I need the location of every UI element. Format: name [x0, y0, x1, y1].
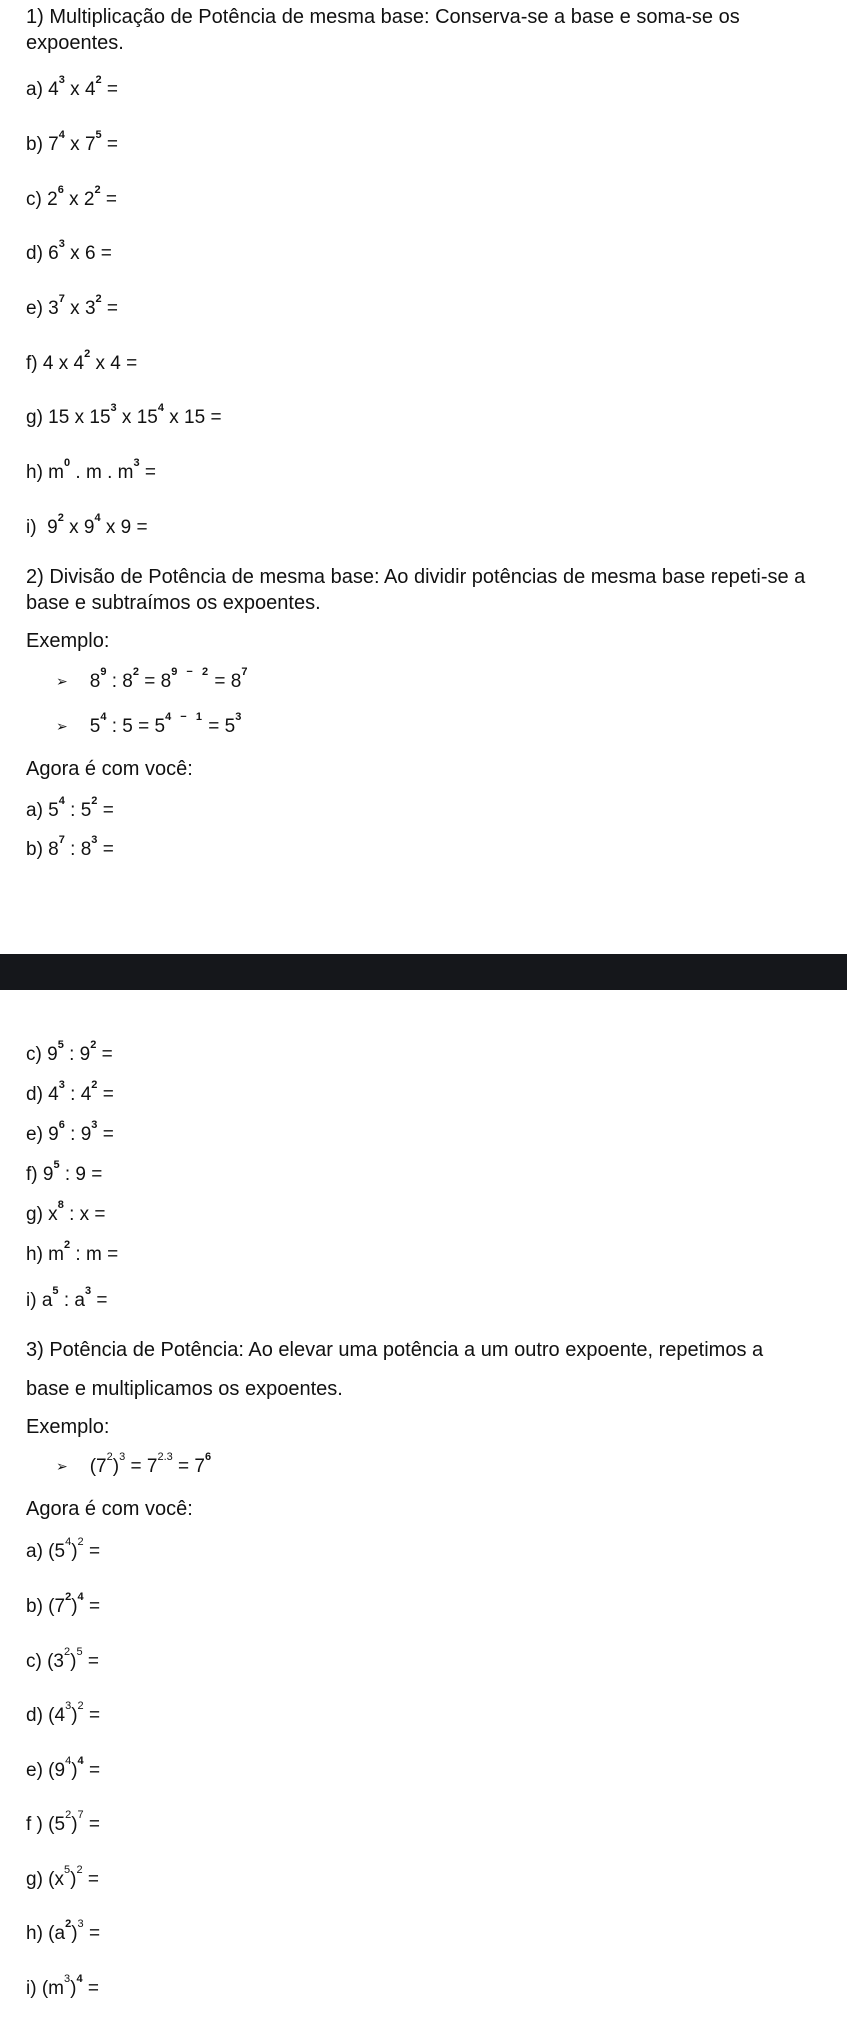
exercise-2e: e) $9^6$ : $9^3$ = [26, 1119, 114, 1145]
section3-example-label: Exemplo: [26, 1416, 110, 1438]
exercise-2h: h) $m^2$ : m = [26, 1239, 119, 1265]
exercise-3f: f ) $(5^2)^7$ = [26, 1809, 101, 1835]
page-divider-band [0, 954, 847, 990]
section2-example-1: ➢ $8^9$ : $8^2 = 8^{9 - 2} = 8^7$ [56, 666, 248, 692]
exercise-3b: b) $(7^2)^4$ = [26, 1591, 101, 1617]
exercise-1f: f) 4 x $4^2$ x 4 = [26, 348, 138, 374]
exercise-3d: d) $(4^3)^2$ = [26, 1700, 101, 1726]
exercise-1b: b) $7^4$ x $7^5$ = [26, 129, 119, 155]
exercise-3c: c) $(3^2)^5$ = [26, 1646, 99, 1672]
section3-example-1: ➢ $(7^2)^3 = 7^{2.3} = 7^6$ [56, 1451, 212, 1477]
section3-title-line1: 3) Potência de Potência: Ao elevar uma potência a um outro expoente, repetimos a [26, 1339, 764, 1361]
section1-title: 1) Multiplicação de Potência de mesma base: Conserva-se a base e soma-se os expoentes. [26, 6, 740, 54]
section2-example-label: Exemplo: [26, 630, 110, 652]
exercise-1i: i) $9^2$ x $9^4$ x 9 = [26, 512, 148, 538]
exercise-2c: c) $9^5$ : $9^2$ = [26, 1039, 113, 1065]
exercise-2f: f) $9^5$ : 9 = [26, 1159, 103, 1185]
exercise-2g: g) $x^8$ : x = [26, 1199, 106, 1225]
exercise-3a: a) $(5^4)^2$ = [26, 1536, 101, 1562]
exercise-2i: i) $a^5$ : $a^3$ = [26, 1285, 108, 1311]
section2-example-2: ➢ $5^4$ : $5 = 5^{4 - 1} = 5^3$ [56, 711, 242, 737]
exercise-1h: h) $m^0$ . m . $m^3$ = [26, 457, 156, 483]
exercise-1e: e) $3^7$ x $3^2$ = [26, 293, 119, 319]
section3-prompt: Agora é com você: [26, 1498, 193, 1520]
exercise-3g: g) $(x^5)^2$ = [26, 1864, 99, 1890]
exercise-3e: e) $(9^4)^4$ = [26, 1755, 101, 1781]
exercise-2d: d) $4^3$ : $4^2$ = [26, 1079, 114, 1105]
exercise-1a: a) $4^3$ x $4^2$ = [26, 74, 119, 100]
exercise-3i: i) $(m^3)^4$ = [26, 1973, 99, 1999]
exercise-2a: a) $5^4$ : $5^2$ = [26, 795, 114, 821]
exercise-1d: d) $6^3$ x 6 = [26, 238, 112, 264]
exercise-3h: h) $(a^2)^3$ = [26, 1918, 101, 1944]
section2-title: 2) Divisão de Potência de mesma base: Ao dividir potências de mesma base repeti-se a base e subtraímos os expoentes. [26, 566, 806, 614]
exercise-1g: g) 15 x $15^3$ x $15^4$ x 15 = [26, 402, 222, 428]
section3-title-line2: base e multiplicamos os expoentes. [26, 1378, 343, 1400]
section2-prompt: Agora é com você: [26, 758, 193, 780]
exercise-2b: b) $8^7$ : $8^3$ = [26, 834, 114, 860]
exercise-1c: c) $2^6$ x $2^2$ = [26, 184, 117, 210]
